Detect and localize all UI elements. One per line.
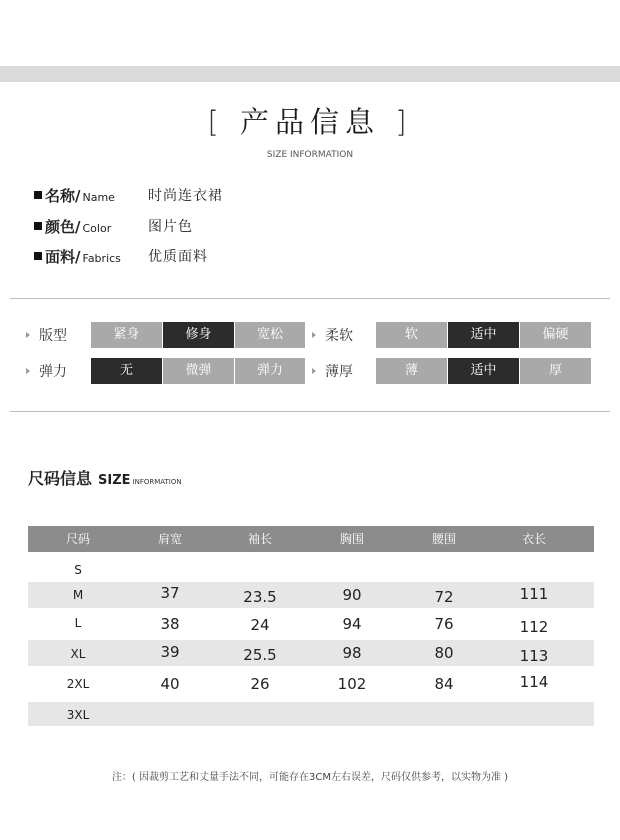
bullet-square-icon (34, 222, 42, 230)
table-cell: 111 (519, 585, 549, 603)
title-block (0, 100, 620, 160)
table-cell: 40 (160, 675, 180, 693)
option-elasticity-1: 微弹 (163, 358, 234, 384)
attr-label-fit (26, 325, 67, 345)
table-cell: 38 (160, 615, 180, 633)
attr-label-text: 弹力 (39, 364, 67, 380)
option-thickness-0: 薄 (376, 358, 447, 384)
table-cell: 23.5 (243, 588, 277, 606)
table-cell: 24 (250, 616, 270, 634)
divider-top (10, 298, 610, 299)
arrow-right-icon (312, 368, 316, 374)
size-title-en-small: INFORMATION (132, 478, 182, 486)
info-slash: / (75, 248, 81, 266)
title-bracket-left: [ (207, 105, 225, 139)
table-cell-size: S (74, 563, 82, 577)
bullet-square-icon (34, 252, 42, 260)
divider-bottom (10, 411, 610, 412)
attr-label-elasticity (26, 361, 67, 381)
table-cell: 114 (519, 673, 549, 691)
table-row (28, 610, 594, 640)
table-cell: 76 (434, 615, 454, 633)
option-elasticity-2: 弹力 (235, 358, 305, 384)
table-header-cell: 肩宽 (157, 532, 182, 546)
option-softness-1: 适中 (448, 322, 519, 348)
page-title (0, 100, 620, 141)
info-key-en: Color (82, 222, 112, 235)
info-slash: / (75, 187, 81, 205)
attr-label-text: 版型 (39, 328, 67, 344)
table-cell: 26 (250, 675, 270, 693)
info-key: 名称 (45, 187, 76, 205)
table-cell: 25.5 (243, 646, 277, 664)
info-key-en: Name (82, 191, 115, 204)
attr-label-thickness (312, 361, 353, 381)
info-row-name (34, 185, 434, 206)
option-softness-2: 偏硬 (520, 322, 591, 348)
size-table (28, 526, 594, 726)
table-cell: 84 (434, 675, 454, 693)
table-cell-size: L (74, 616, 82, 630)
option-fit-2: 宽松 (235, 322, 305, 348)
table-row (28, 552, 594, 582)
size-title-cn: 尺码信息 (28, 469, 93, 488)
table-cell-size: 2XL (66, 677, 90, 691)
option-elasticity-0: 无 (91, 358, 162, 384)
info-value: 时尚连衣裙 (148, 188, 223, 204)
attr-label-text: 薄厚 (325, 364, 353, 380)
table-cell-size: M (72, 588, 84, 602)
table-header-cell: 腰围 (431, 532, 456, 546)
info-key-en: Fabrics (82, 252, 121, 265)
info-slash: / (75, 218, 81, 236)
table-cell: 90 (342, 586, 362, 604)
table-header-row (28, 526, 594, 552)
attr-label-softness (312, 325, 353, 345)
table-cell: 72 (434, 588, 454, 606)
bullet-square-icon (34, 191, 42, 199)
info-value: 优质面料 (148, 249, 208, 265)
table-cell: 112 (519, 618, 549, 636)
table-cell-size: XL (70, 647, 86, 661)
size-title-en: SIZE (98, 473, 131, 488)
table-cell: 39 (160, 643, 180, 661)
page-subtitle: SIZE INFORMATION (266, 150, 354, 160)
option-fit-1: 修身 (163, 322, 234, 348)
info-row-fabric (34, 246, 434, 267)
table-header-cell: 尺码 (65, 532, 90, 546)
option-thickness-2: 厚 (520, 358, 591, 384)
arrow-right-icon (26, 368, 30, 374)
info-key: 面料 (45, 248, 76, 266)
table-cell: 80 (434, 644, 454, 662)
table-cell-size: 3XL (66, 708, 90, 722)
info-key: 颜色 (45, 218, 76, 236)
info-row-color (34, 216, 434, 237)
arrow-right-icon (26, 332, 30, 338)
arrow-right-icon (312, 332, 316, 338)
table-cell: 102 (337, 675, 367, 693)
size-note: 注：( 因裁剪工艺和丈量手法不同，可能存在3CM左右误差，尺码仅供参考，以实物为准 ) (111, 772, 509, 783)
option-thickness-1: 适中 (448, 358, 519, 384)
title-text: 产品信息 (239, 105, 380, 139)
table-cell: 113 (519, 647, 549, 665)
table-header-cell: 衣长 (521, 532, 546, 546)
attr-label-text: 柔软 (325, 328, 353, 344)
table-row (28, 582, 594, 608)
info-value: 图片色 (148, 219, 193, 235)
option-softness-0: 软 (376, 322, 447, 348)
top-banner-band (0, 66, 620, 82)
table-row (28, 668, 594, 698)
table-cell: 37 (160, 584, 180, 602)
table-header-cell: 胸围 (339, 532, 364, 546)
table-cell: 98 (342, 644, 362, 662)
table-row (28, 702, 594, 726)
title-bracket-right: ] (395, 105, 413, 139)
table-row (28, 640, 594, 666)
option-fit-0: 紧身 (91, 322, 162, 348)
table-header-cell: 袖长 (247, 532, 272, 546)
table-cell: 94 (342, 615, 362, 633)
size-section-heading (28, 466, 182, 489)
